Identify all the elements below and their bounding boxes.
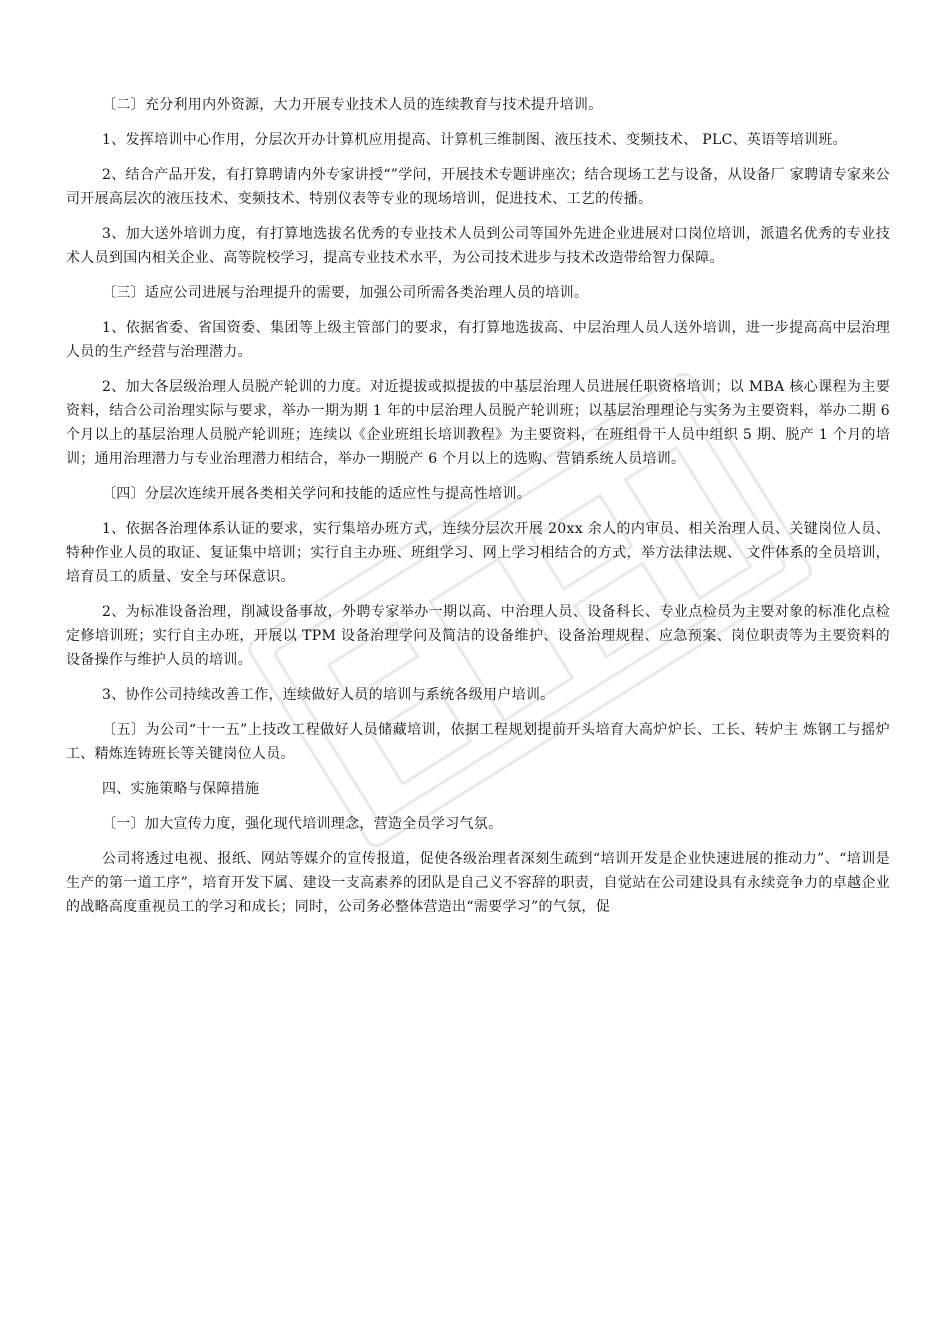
section-heading: 四、实施策略与保障措施 [102,781,260,797]
section-heading: 〔一〕加大宣传力度，强化现代培训理念，营造全员学习气氛。 [102,816,503,832]
section-heading: 〔三〕适应公司进展与治理提升的需要，加强公司所需各类治理人员的培训。 [102,285,589,301]
section-heading: 〔二〕充分利用内外资源，大力开展专业技术人员的连续教育与技术提升培训。 [102,97,603,113]
paragraph: 2、为标准设备治理，削减设备事故，外聘专家举办一期以高、中治理人员、设备科长、专业点检员为主要对象的标准化点检定修培训班；实行自主办班，开展以 TPM 设备治理学问及简洁的设备维护、设备治理规程、应急预案、岗位职责等为主要资料的设备操作与维护人员的培训。 [66,604,890,668]
paragraph: 3、协作公司持续改善工作，连续做好人员的培训与系统各级用户培训。 [102,687,555,703]
paragraph: 1、依据省委、省国资委、集团等上级主管部门的要求，有打算地选拔高、中层治理人员人送外培训，进一步提高高中层治理人员的生产经营与治理潜力。 [66,320,890,360]
paragraph: 〔五〕为公司“十一五”上技改工程做好人员储藏培训，依据工程规划提前开头培育大高炉炉长、工长、转炉主 炼钢工与摇炉工、精炼连铸班长等关键岗位人员。 [66,722,890,762]
paragraph: 1、依据各治理体系认证的要求，实行集培办班方式，连续分层次开展 20xx 余人的内审员、相关治理人员、关键岗位人员、特种作业人员的取证、复证集中培训；实行自主办班、班组学习、网上学习相结合的方式，举方法律法规、 文件体系的全员培训，培育员工的质量、安全与环保意识。 [66,521,890,585]
paragraph: 公司将透过电视、报纸、网站等媒介的宣传报道，促使各级治理者深刻生疏到“培训开发是企业快速进展的推动力”、“培训是生产的第一道工序”，培育开发下属、建设一支高素养的团队是自己义不容辞的职责，自觉站在公司建设具有永续竞争力的卓越企业的战略高度重视员工的学习和成长；同时，公司务必整体营造出“需要学习”的气氛，促 [66,851,890,915]
section-heading: 〔四〕分层次连续开展各类相关学问和技能的适应性与提高性培训。 [102,486,531,502]
document-body [66,93,890,930]
paragraph: 3、加大送外培训力度，有打算地选拔名优秀的专业技术人员到公司等国外先进企业进展对口岗位培训，派遣名优秀的专业技术人员到国内相关企业、高等院校学习，提高专业技术水平，为公司技术进步与技术改造带给智力保障。 [66,226,890,266]
paragraph: 2、结合产品开发，有打算聘请内外专家讲授“”学问，开展技术专题讲座次；结合现场工艺与设备，从设备厂 家聘请专家来公司开展高层次的液压技术、变频技术、特别仪表等专业的现场培训，促进技术、工艺的传播。 [66,167,890,207]
paragraph: 2、加大各层级治理人员脱产轮训的力度。对近提拔或拟提拔的中基层治理人员进展任职资格培训；以 MBA 核心课程为主要资料，结合公司治理实际与要求，举办一期为期 1 年的中层治理人员脱产轮训班；以基层治理理论与实务为主要资料，举办二期 6 个月以上的基层治理人员脱产轮训班；连续以《企业班组长培训教程》为主要资料，在班组骨干人员中组织 5 期、脱产 1 个月的培训；通用治理潜力与专业治理潜力相结合，举办一期脱产 6 个月以上的选购、营销系统人员培训。 [66,379,890,467]
paragraph: 1、发挥培训中心作用，分层次开办计算机应用提高、计算机三维制图、液压技术、变频技术、 PLC、英语等培训班。 [102,132,847,148]
